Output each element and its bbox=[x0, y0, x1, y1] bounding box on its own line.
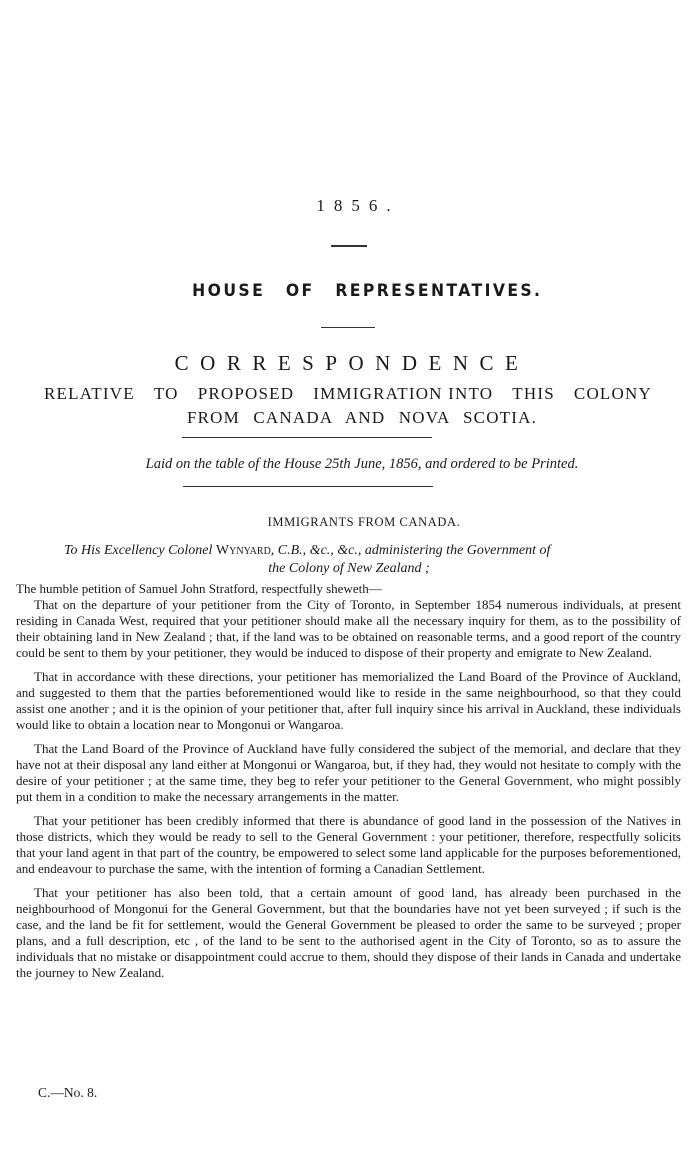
petition-address bbox=[64, 542, 664, 578]
petition-body bbox=[16, 581, 681, 989]
relative-word: COLONY bbox=[573, 384, 652, 403]
relative-word: PROPOSED bbox=[197, 384, 295, 403]
address-line-2: the Colony of New Zealand ; bbox=[268, 561, 430, 576]
section-title: IMMIGRANTS FROM CANADA. bbox=[267, 515, 461, 529]
year-heading: 1856. bbox=[316, 196, 400, 215]
house-heading: HOUSE OF REPRESENTATIVES. bbox=[192, 281, 543, 301]
paragraph: That your petitioner has also been told, that a certain amount of good land, has already been purchased in the neighbourhood of Mongonui for the General Government, but that the boundaries have not yet been surveyed ; if such is the case, and the land be fit for settlement, would the General Government be pleased to order the same to be surveyed ; proper plans, and a full description, etc , of the land to be sent to the authorised agent in the City of Toronto, so as to assure the individuals that no mistake or disappointment could accrue to them, should they dispose of their lands in Canada and undertake the journey to New Zealand. bbox=[16, 885, 681, 980]
relative-word: RELATIVE bbox=[44, 384, 135, 403]
address-name: Wynyard bbox=[215, 543, 271, 558]
relative-word: IMMIGRATION INTO bbox=[313, 384, 494, 403]
divider-2 bbox=[321, 327, 375, 328]
address-rest: , C.B., &c., &c., administering the Government of bbox=[270, 543, 551, 558]
document-reference: C.—No. 8. bbox=[38, 1085, 98, 1100]
relative-line bbox=[44, 384, 652, 404]
paragraph: The humble petition of Samuel John Stratford, respectfully sheweth— bbox=[16, 581, 382, 596]
divider-4 bbox=[183, 486, 433, 487]
address-to: To His Excellency Colonel bbox=[64, 543, 216, 558]
paragraph: That on the departure of your petitioner from the City of Toronto, in September 1854 numerous individuals, at present residing in Canada West, required that your petitioner should make all the necessary inquiry for them, as to the possibility of their obtaining land in New Zealand ; that, if the land was to be obtained on reasonable terms, and a good report of the country could be sent to them by your petitioner, they would be induced to dispose of their property and emigrate to New Zealand. bbox=[16, 597, 681, 660]
paragraph: That the Land Board of the Province of Auckland have fully considered the subject of the memorial, and declare that they have not at their disposal any land either at Mongonui or Wangaroa, but, if they had, they would not hesitate to comply with the desire of your petitioner ; at the same time, they beg to refer your petitioner to the General Government, who might possibly put them in a condition to make the necessary arrangements in the matter. bbox=[16, 741, 681, 804]
from-line: FROM CANADA AND NOVA SCOTIA. bbox=[186, 408, 538, 427]
paragraph: That your petitioner has been credibly informed that there is abundance of good land in the possession of the Natives in those districts, which they would be ready to sell to the General Government : your petitioner, therefore, respectfully solicits that your land agent in that part of the country, be empowered to select some land applicable for the purposes beforementioned, and endeavour to purchase the same, with the intention of forming a Canadian Settlement. bbox=[16, 813, 681, 876]
relative-word: THIS bbox=[512, 384, 555, 403]
divider-3 bbox=[182, 437, 432, 438]
relative-word: TO bbox=[153, 384, 179, 403]
laid-on-table-note: Laid on the table of the House 25th June, 1856, and ordered to be Printed. bbox=[145, 456, 579, 472]
divider-1 bbox=[331, 245, 367, 247]
correspondence-title: CORRESPONDENCE bbox=[174, 351, 530, 375]
paragraph: That in accordance with these directions, your petitioner has memorialized the Land Board of the Province of Auckland, and suggested to them that the parties beforementioned would like to reside in the same neighbourhood, so that they could assist one another ; and it is the opinion of your petitioner that, after full inquiry since his arrival in Auckland, these individuals would like to obtain a location near to Mongonui or Wangaroa. bbox=[16, 669, 681, 732]
